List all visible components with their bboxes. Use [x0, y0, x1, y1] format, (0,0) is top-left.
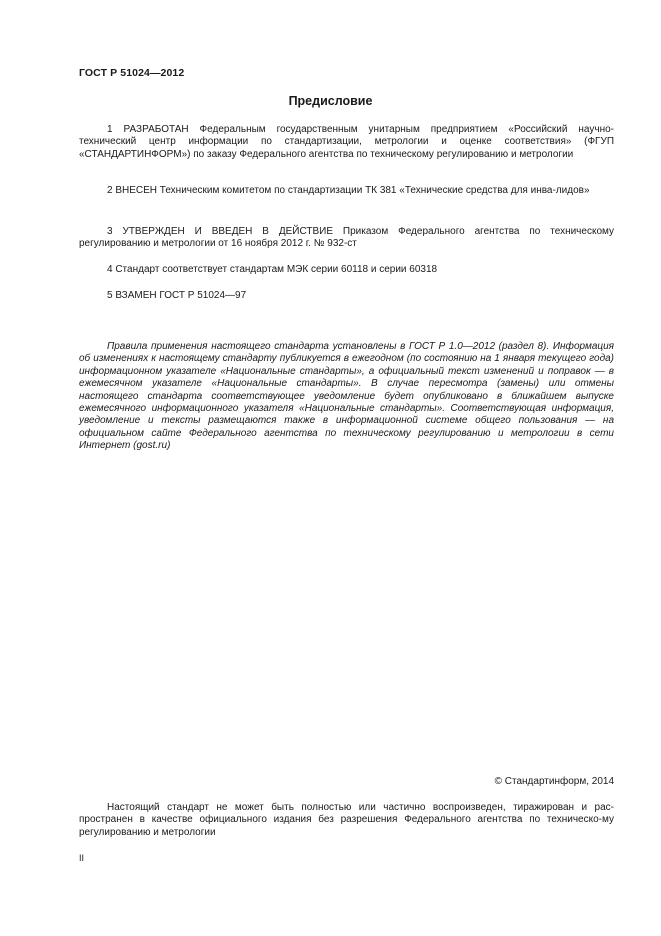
foreword-item-5: 5 ВЗАМЕН ГОСТ Р 51024—97 — [107, 290, 247, 301]
page-number: II — [79, 853, 85, 863]
foreword-item-3: 3 УТВЕРЖДЕН И ВВЕДЕН В ДЕЙСТВИЕ Приказом Федерального агентства по техническому регулированию и метрологии от 16 ноября 2012 г. № 932-ст — [79, 226, 614, 250]
foreword-item-2: 2 ВНЕСЕН Техническим комитетом по стандартизации ТК 381 «Технические средства для инва-лидов» — [107, 185, 590, 196]
section-title: Предисловие — [288, 94, 373, 108]
document-code-header: ГОСТ Р 51024—2012 — [79, 67, 185, 79]
foreword-item-1: 1 РАЗРАБОТАН Федеральным государственным унитарным предприятием «Российский научно-технический центр информации по стандартизации, метрологии и оценке соответствия» (ФГУП «СТАНДАРТИНФОРМ») по заказу Федерального агентства по техническому регулированию и метрологии — [79, 124, 614, 160]
copyright-line: © Стандартинформ, 2014 — [494, 776, 614, 787]
reproduction-notice: Настоящий стандарт не может быть полностью или частично воспроизведен, тиражирован и рас-пространен в качестве официального издания без разрешения Федерального агентства по техническо-му регулированию и метрологии — [79, 802, 614, 838]
application-rules-notice: Правила применения настоящего стандарта установлены в ГОСТ Р 1.0—2012 (раздел 8). Информация об изменениях к настоящему стандарту публикуется в ежегодном (по состоянию на 1 января текущего года) информационном указателе «Национальные стандарты», а официальный текст изменений и поправок — в ежемесячном указателе «Национальные стандарты». В случае пересмотра (замены) или отмены настоящего стандарта соответствующее уведомление будет опубликовано в ближайшем выпуске ежемесячного информационного указателя «Национальные стандарты». Соответствующая информация, уведомление и тексты размещаются также в информационной системе общего пользования — на официальном сайте Федерального агентства по техническому регулированию и метрологии в сети Интернет (gost.ru) — [79, 341, 614, 452]
foreword-item-4: 4 Стандарт соответствует стандартам МЭК серии 60118 и серии 60318 — [107, 264, 438, 275]
